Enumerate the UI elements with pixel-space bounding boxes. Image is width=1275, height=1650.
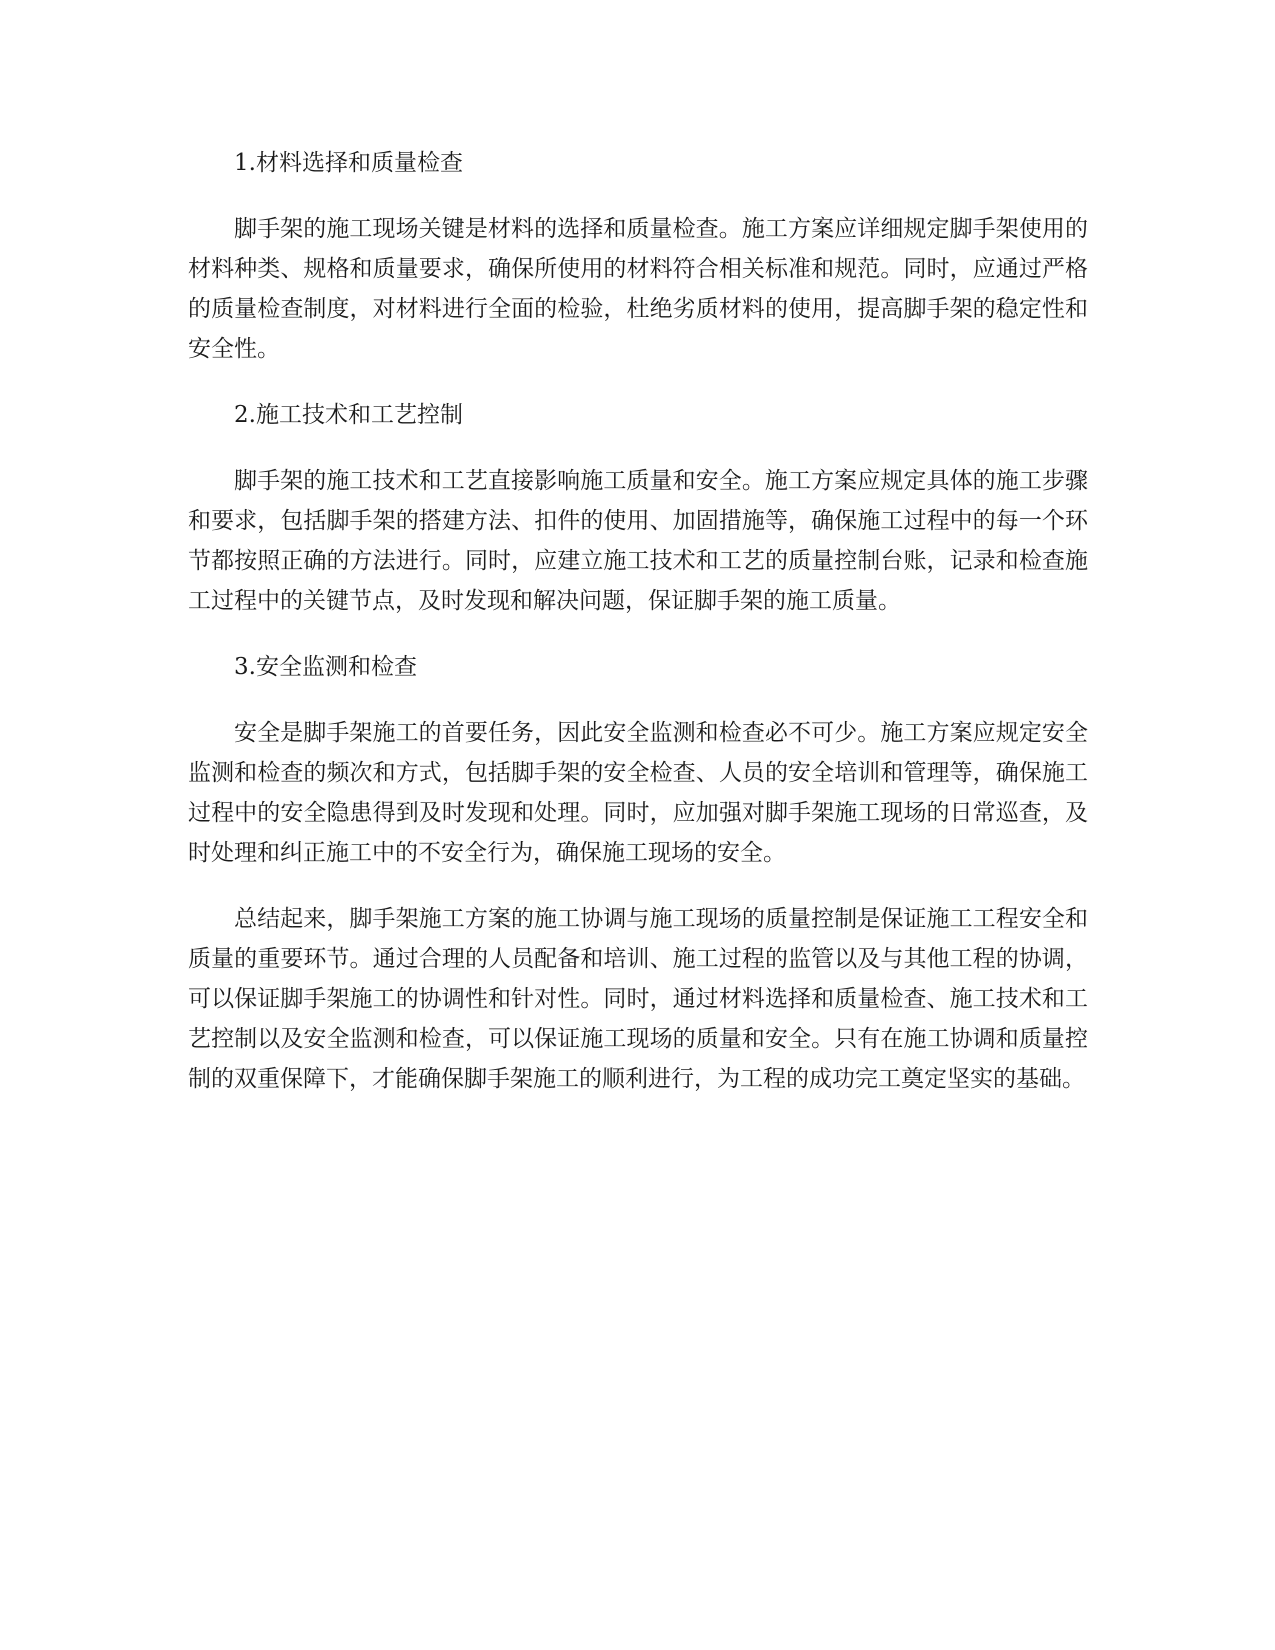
section-heading-safety: 3.安全监测和检查 xyxy=(234,654,417,680)
conclusion-paragraph: 总结起来，脚手架施工方案的施工协调与施工现场的质量控制是保证施工工程安全和质量的重要环节。通过合理的人员配备和培训、施工过程的监管以及与其他工程的协调，可以保证脚手架施工的协调性和针对性。同时，通过材料选择和质量检查、施工技术和工艺控制以及安全监测和检查，可以保证施工现场的质量和安全。只有在施工协调和质量控制的双重保障下，才能确保脚手架施工的顺利进行，为工程的成功完工奠定坚实的基础。 xyxy=(188,906,1088,1092)
section-body-materials: 脚手架的施工现场关键是材料的选择和质量检查。施工方案应详细规定脚手架使用的材料种类、规格和质量要求，确保所使用的材料符合相关标准和规范。同时，应通过严格的质量检查制度，对材料进行全面的检验，杜绝劣质材料的使用，提高脚手架的稳定性和安全性。 xyxy=(188,216,1088,362)
section-heading-technique: 2.施工技术和工艺控制 xyxy=(234,402,463,428)
section-body-safety: 安全是脚手架施工的首要任务，因此安全监测和检查必不可少。施工方案应规定安全监测和检查的频次和方式，包括脚手架的安全检查、人员的安全培训和管理等，确保施工过程中的安全隐患得到及时发现和处理。同时，应加强对脚手架施工现场的日常巡查，及时处理和纠正施工中的不安全行为，确保施工现场的安全。 xyxy=(188,720,1088,866)
document-body xyxy=(188,143,1088,1125)
section-heading-materials: 1.材料选择和质量检查 xyxy=(234,150,463,176)
section-body-technique: 脚手架的施工技术和工艺直接影响施工质量和安全。施工方案应规定具体的施工步骤和要求，包括脚手架的搭建方法、扣件的使用、加固措施等，确保施工过程中的每一个环节都按照正确的方法进行。同时，应建立施工技术和工艺的质量控制台账，记录和检查施工过程中的关键节点，及时发现和解决问题，保证脚手架的施工质量。 xyxy=(188,468,1088,614)
